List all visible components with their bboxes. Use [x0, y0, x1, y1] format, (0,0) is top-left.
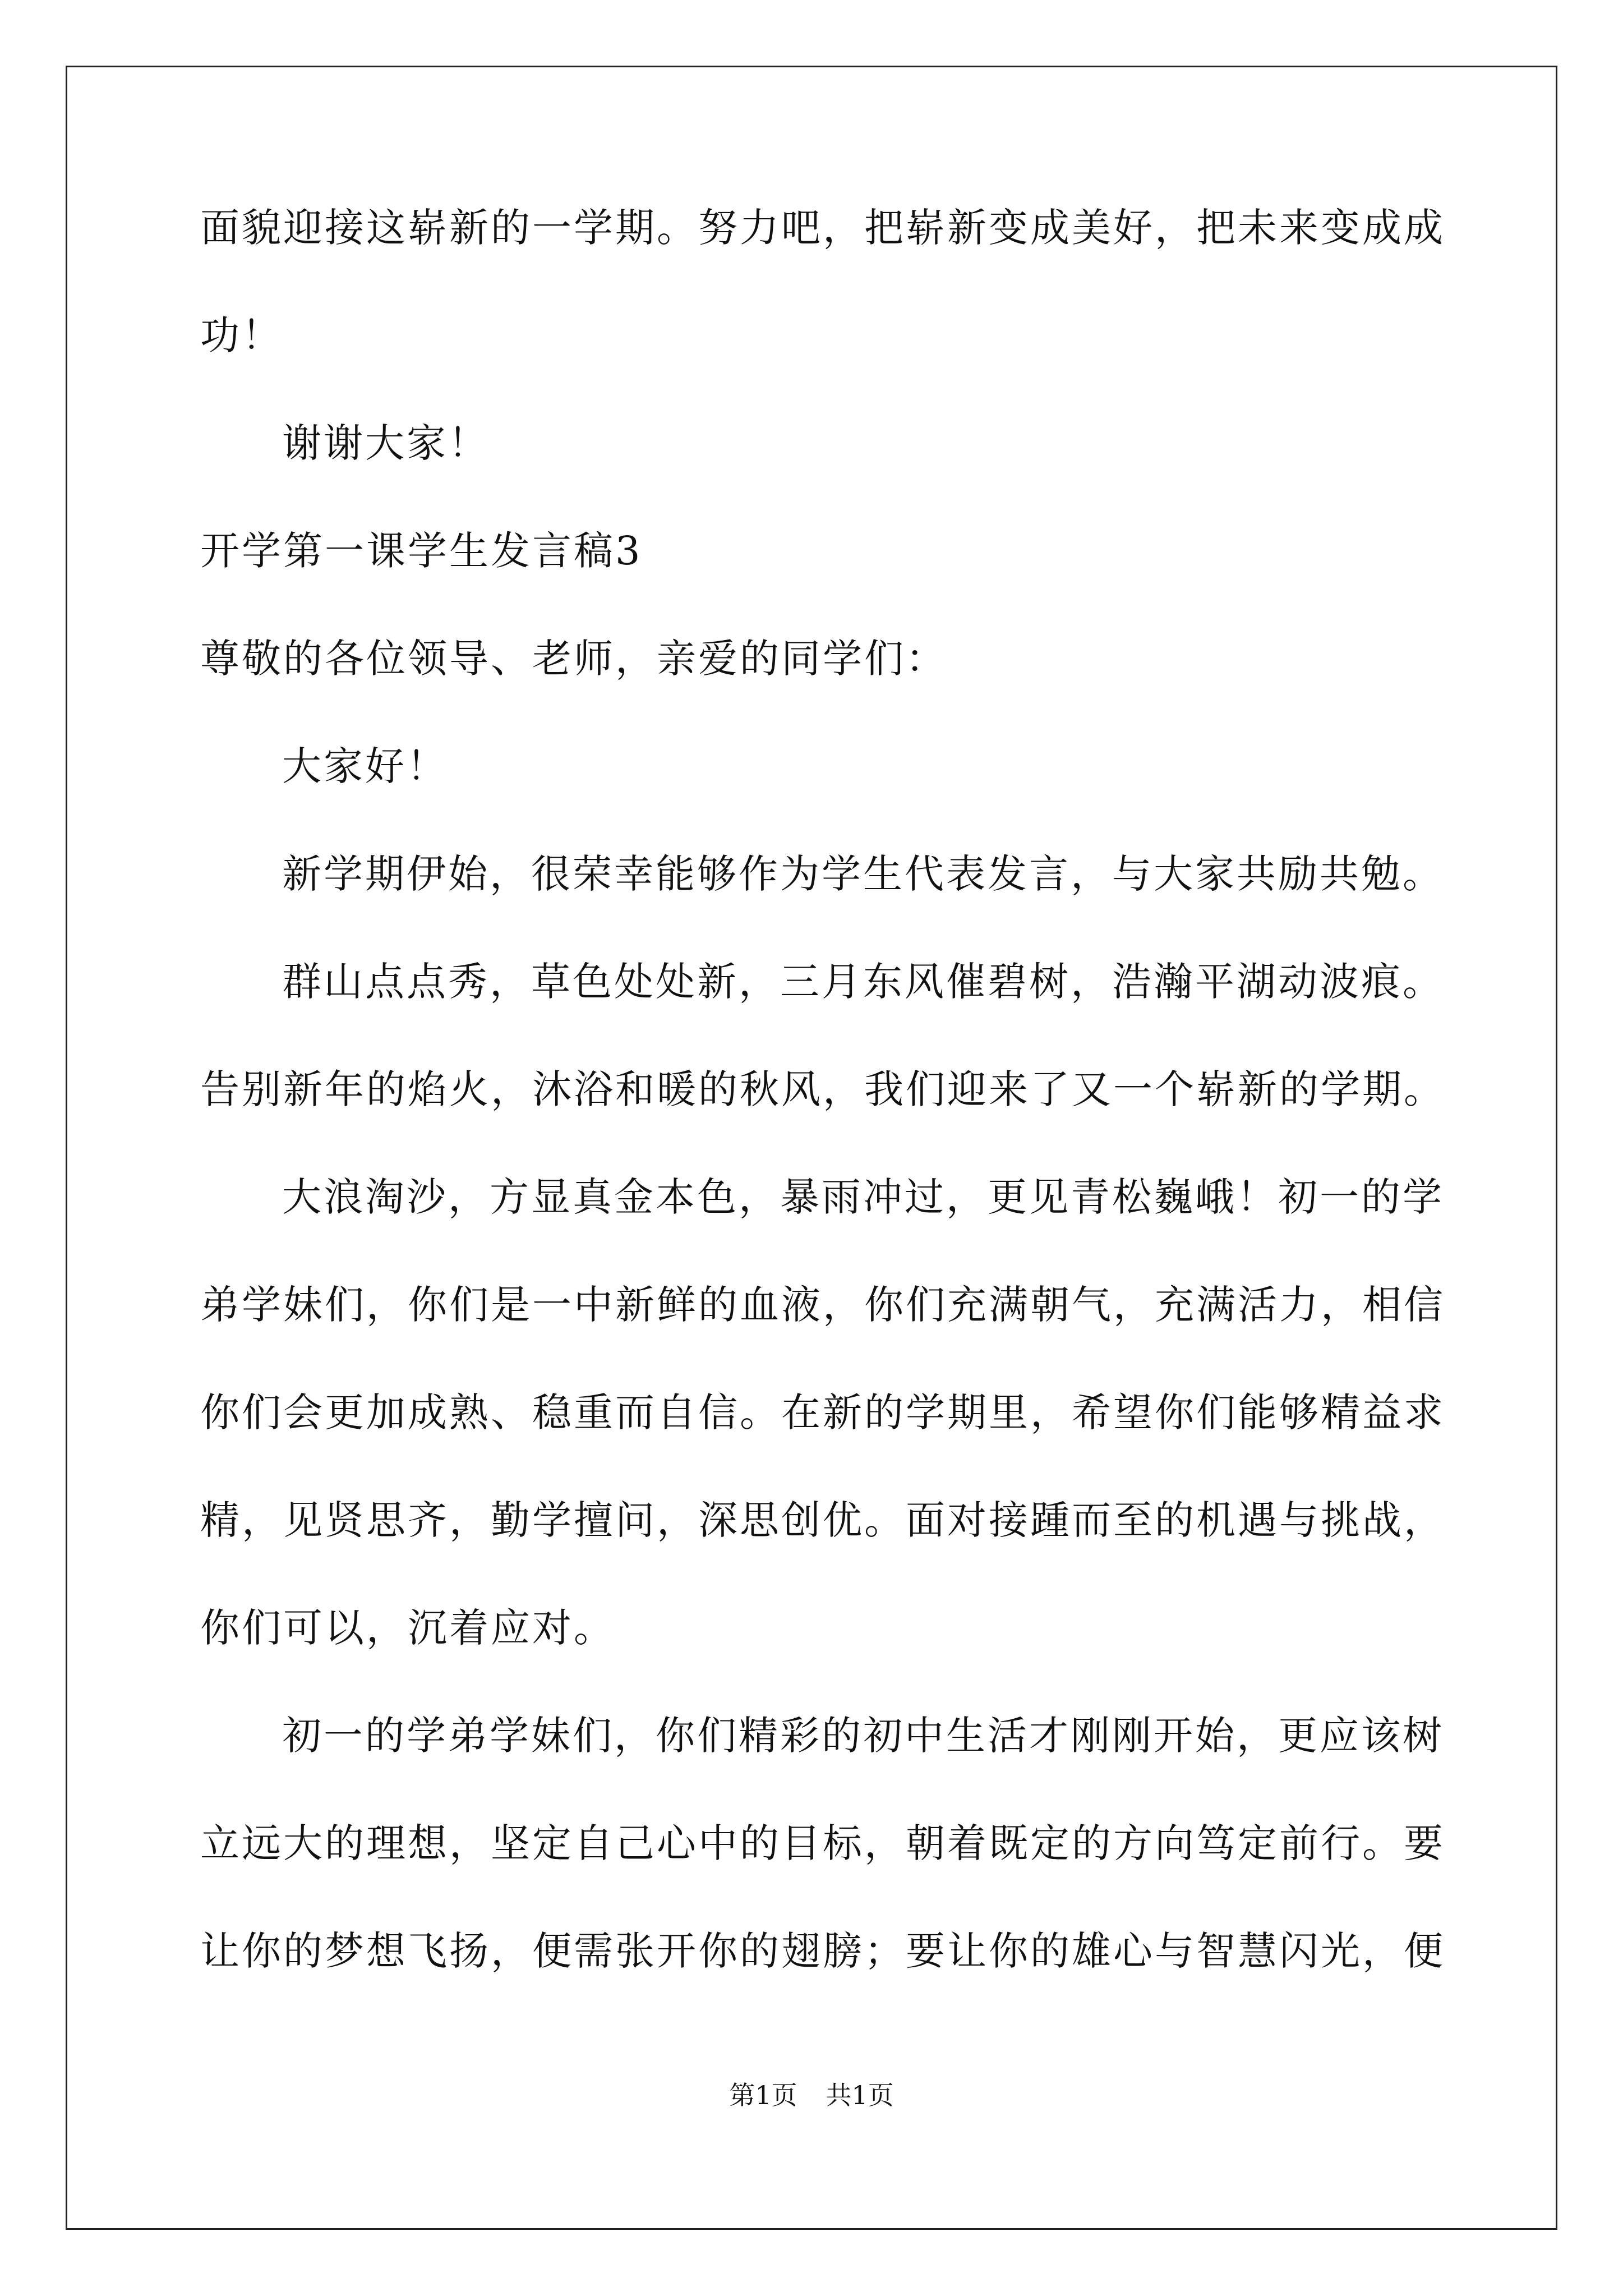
section-heading: 开学第一课学生发言稿3 [200, 528, 643, 574]
document-body [200, 202, 1445, 1977]
salutation: 尊敬的各位领导、老师，亲爱的同学们： [200, 636, 947, 682]
page-footer [0, 2078, 1623, 2112]
text-line: 谢谢大家！ [282, 420, 490, 466]
page-count: 共1页 [826, 2080, 894, 2110]
text-line: 初一的学弟学妹们，你们精彩的初中生活才刚刚开始，更应该树 [282, 1713, 1444, 1759]
text-line: 群山点点秀，草色处处新，三月东风催碧树，浩瀚平湖动波痕。 [282, 959, 1444, 1005]
page-number: 第1页 [729, 2080, 797, 2110]
text-line: 你们可以，沉着应对。 [200, 1605, 615, 1651]
text-line: 功！ [200, 312, 283, 358]
text-line: 面貌迎接这崭新的一学期。努力吧，把崭新变成美好，把未来变成成 [200, 205, 1445, 251]
text-line: 新学期伊始，很荣幸能够作为学生代表发言，与大家共励共勉。 [282, 851, 1444, 897]
text-line: 立远大的理想，坚定自己心中的目标，朝着既定的方向笃定前行。要 [200, 1820, 1445, 1866]
text-line: 告别新年的焰火，沐浴和暖的秋风，我们迎来了又一个崭新的学期。 [200, 1066, 1445, 1112]
text-line: 你们会更加成熟、稳重而自信。在新的学期里，希望你们能够精益求 [200, 1389, 1445, 1435]
text-line: 让你的梦想飞扬，便需张开你的翅膀；要让你的雄心与智慧闪光，便 [200, 1928, 1445, 1974]
text-line: 弟学妹们，你们是一中新鲜的血液，你们充满朝气，充满活力，相信 [200, 1282, 1445, 1328]
text-line: 精，见贤思齐，勤学擅问，深思创优。面对接踵而至的机遇与挑战， [200, 1497, 1445, 1543]
text-line: 大浪淘沙，方显真金本色，暴雨冲过，更见青松巍峨！初一的学 [282, 1174, 1444, 1220]
greeting: 大家好！ [282, 743, 448, 789]
